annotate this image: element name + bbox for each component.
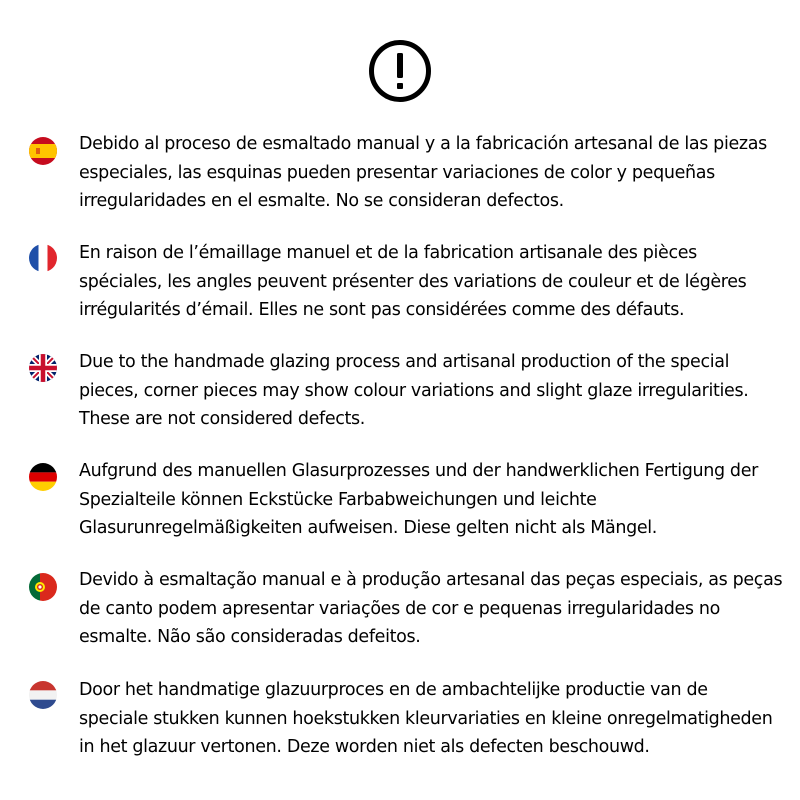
notice-line: En raison de l’émaillage manuel et de la fabrication artisanale des pièces [79, 243, 697, 263]
netherlands-flag-icon [29, 681, 57, 709]
notice-line: especiales, las esquinas pueden presentar variaciones de color y pequeñas [79, 162, 715, 183]
notice-line: irrégularités d’émail. Elles ne sont pas considérées comme des défauts. [79, 300, 685, 320]
notice-text-portuguese [79, 566, 783, 652]
notice-line: Debido al proceso de esmaltado manual y a la fabricación artesanal de las piezas [79, 134, 767, 154]
notice-line: pieces, corner pieces may show colour variations and slight glaze irregularities. [79, 380, 749, 401]
germany-flag-icon [29, 463, 57, 491]
notice-line: de canto podem apresentar variações de cor e pequenas irregularidades no [79, 598, 721, 619]
spain-flag-icon [29, 137, 57, 165]
notice-text-english [79, 348, 779, 434]
notice-line: Spezialteile können Eckstücke Farbabweichungen und leichte [79, 489, 597, 510]
notice-line: irregularidades en el esmalte. No se consideran defectos. [79, 191, 564, 211]
france-flag-icon [29, 244, 57, 272]
notice-text-dutch [79, 676, 779, 762]
uk-flag-icon [29, 354, 57, 382]
notice-line: esmalte. Não são consideradas defeitos. [79, 627, 421, 647]
notice-line: speciale stukken kunnen hoekstukken kleurvariaties en kleine onregelmatigheden [79, 708, 773, 729]
notice-line: Glasurunregelmäßigkeiten aufweisen. Diese gelten nicht als Mängel. [79, 518, 657, 538]
notice-line: Due to the handmade glazing process and artisanal production of the special [79, 352, 730, 372]
notice-line: in het glazuur vertonen. Deze worden niet als defecten beschouwd. [79, 737, 650, 757]
notice-line: spéciales, les angles peuvent présenter des variations de couleur et de légères [79, 271, 747, 292]
notice-line: These are not considered defects. [79, 409, 366, 429]
portugal-flag-icon [29, 573, 57, 601]
notice-text-french [79, 239, 779, 325]
notice-line: Door het handmatige glazuurproces en de ambachtelijke productie van de [79, 680, 708, 700]
notice-text-german [79, 457, 779, 543]
notice-text-spanish [79, 130, 779, 216]
notice-line: Devido à esmaltação manual e à produção artesanal das peças especiais, as peças [79, 570, 783, 590]
notice-line: Aufgrund des manuellen Glasurprozesses und der handwerklichen Fertigung der [79, 461, 758, 481]
